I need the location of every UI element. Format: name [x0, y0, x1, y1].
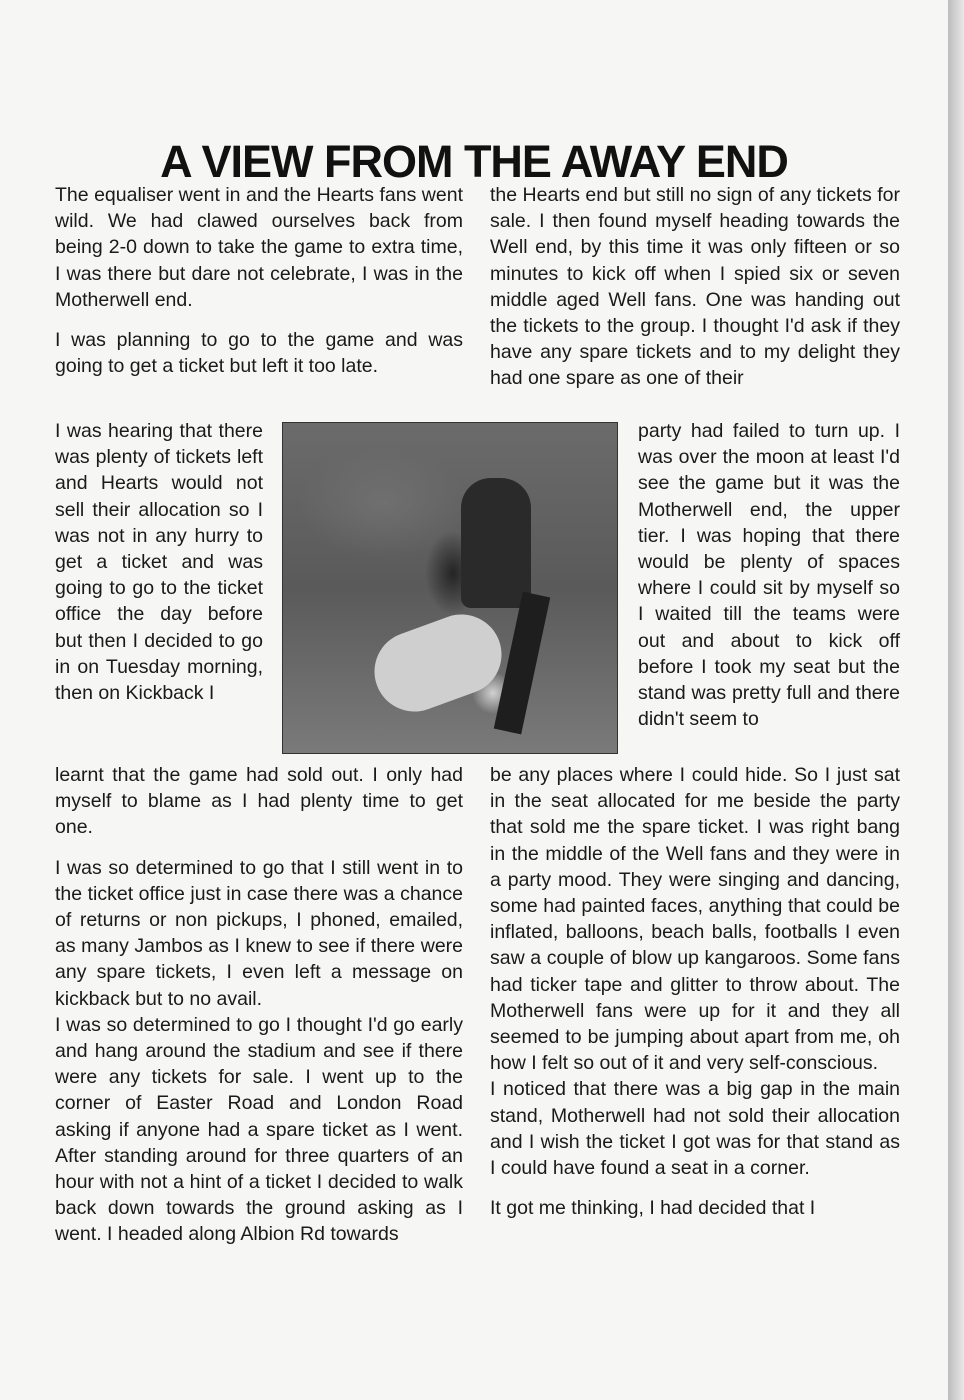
paragraph: I was so determined to go that I still went in to the ticket office just in case there was a chance of returns or non pickups, I phoned, emailed, as many Jambos as I knew to see if there were any spare tickets, I even left a message on kickback but to no avail.	[55, 856, 463, 1010]
player-light-kit	[363, 603, 513, 723]
right-column-bottom	[490, 762, 900, 1221]
right-column-top: the Hearts end but still no sign of any tickets for sale. I then found myself heading towards the Well end, by this time it was only fifteen or so minutes to kick off when I spied six or seven middle aged Well fans. One was handing out the tickets to the group. I thought I'd ask if they have any spare tickets and to my delight they had one spare as one of their	[490, 184, 900, 390]
left-column-top	[55, 182, 463, 379]
paragraph: learnt that the game had sold out. I only had myself to blame as I had plenty time to get one.	[55, 764, 463, 839]
page-edge	[948, 0, 964, 1400]
paragraph: I was planning to go to the game and was going to get a ticket but left it too late.	[55, 329, 463, 378]
right-wrap-text: party had failed to turn up. I was over the moon at least I'd see the game but it was the Motherwell end, the upper tier. I was hoping that there would be plenty of spaces where I could sit by myself so I waited till the teams were out and about to kick off before I took my seat but the stand was pretty full and there didn't seem to	[638, 420, 900, 731]
paragraph: I noticed that there was a big gap in the main stand, Motherwell had not sold their allocation and I wish the ticket I got was for that stand as I could have found a seat in a corner.	[490, 1078, 900, 1180]
left-wrap-text: I was hearing that there was plenty of tickets left and Hearts would not sell their allocation so I was not in any hurry to get a ticket and was going to go to the ticket office the day before but then I decided to go in on Tuesday morning, then on Kickback I	[55, 420, 263, 705]
player-dark-kit	[461, 478, 531, 608]
player-leg	[494, 592, 550, 735]
paragraph: I was so determined to go I thought I'd go early and hang around the stadium and see if there were any tickets for sale. I went up to the corner of Easter Road and London Road asking if anyone had a spare ticket as I went. After standing around for three quarters of an hour with not a hint of a ticket I decided to walk back down towards the ground asking as I went. I headed along Albion Rd towards	[55, 1013, 463, 1246]
paragraph: The equaliser went in and the Hearts fans went wild. We had clawed ourselves back from being 2-0 down to take the game to extra time, I was there but dare not celebrate, I was in the Motherwell end.	[55, 184, 463, 311]
article-title: A VIEW FROM THE AWAY END	[160, 136, 788, 187]
football-photo	[282, 422, 618, 754]
left-column-bottom	[55, 762, 463, 1248]
paragraph: be any places where I could hide. So I just sat in the seat allocated for me beside the party that sold me the spare ticket. I was right bang in the middle of the Well fans and they were in a party mood. They were singing and dancing, some had painted faces, anything that could be inflated, balloons, beach balls, footballs I even saw a couple of blow up kangaroos. Some fans had ticker tape and glitter to throw about. The Motherwell fans were up for it and they all seemed to be jumping about apart from me, oh how I felt so out of it and very self-conscious.	[490, 764, 900, 1075]
paragraph: It got me thinking, I had decided that I	[490, 1197, 816, 1220]
